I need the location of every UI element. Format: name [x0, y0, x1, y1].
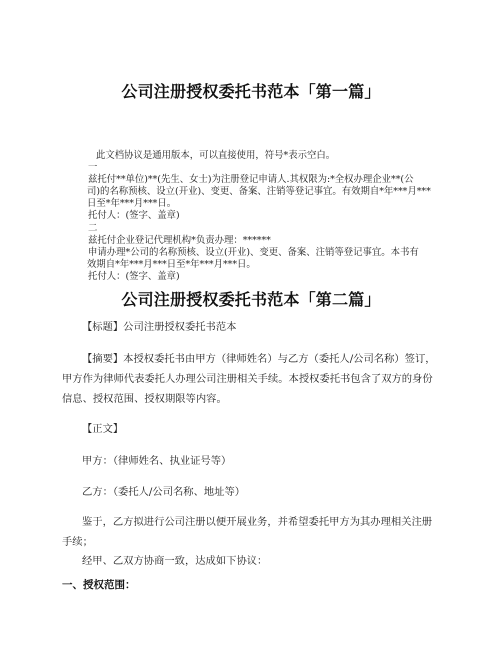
document-title-part-two: 公司注册授权委托书范本「第二篇」 [121, 290, 381, 309]
signer-two: 托付人：(签字、盖章) [88, 270, 180, 282]
party-b-text: 乙方：（委托人/公司名称、地址等） [82, 486, 246, 498]
authorization-text-one-line-3: 日至*年***月***日。 [87, 198, 177, 210]
authorization-text-two-line-2: 申请办理*公司的名称预核、设立(开业)、变更、备案、注销等登记事宜。本书有 [88, 246, 419, 258]
section-mark-two: 二 [88, 222, 98, 234]
party-a-text: 甲方：（律师姓名、执业证号等） [82, 455, 232, 467]
intro-text: 此文档协议是通用版本，可以直接使用，符号*表示空白。 [96, 150, 336, 161]
document-title-part-one: 公司注册授权委托书范本「第一篇」 [121, 82, 381, 101]
abstract-line-1: 【摘要】本授权委托书由甲方（律师姓名）与乙方（委托人/公司名称）签订， [82, 353, 436, 365]
section-mark-one: 一 [88, 162, 98, 174]
authorization-text-one-line-1: 兹托付**单位)**(先生、女士)为注册登记申请人.其权限为:*全权办理企业**(公 [88, 174, 414, 186]
title-label: 【标题】公司注册授权委托书范本 [82, 321, 237, 333]
abstract-line-3: 信息、授权范围、授权期限等内容。 [62, 393, 227, 405]
section-heading-scope: 一、授权范围： [62, 579, 136, 591]
part-one-content [88, 150, 433, 283]
body-label: 【正文】 [82, 423, 124, 435]
agreement-text: 经甲、乙双方协商一致，达成如下协议： [82, 555, 268, 567]
authorization-text-two-line-1: 兹托付企业登记代理机构*负责办理：****** [88, 234, 271, 246]
authorization-text-two-line-3: 效期自*年***月***日至*年***月***日。 [87, 258, 256, 270]
signer-one: 托付人：(签字、盖章) [88, 210, 180, 222]
whereas-line-2: 手续； [62, 536, 93, 548]
authorization-text-one-line-2: 司)的名称预核、设立(开业)、变更、备案、注销等登记事宜。有效期自*年***月*** [87, 186, 431, 198]
abstract-line-2: 甲方作为律师代表委托人办理公司注册相关手续。本授权委托书包含了双方的身份 [62, 373, 433, 385]
whereas-line-1: 鉴于，乙方拟进行公司注册以便开展业务，并希望委托甲方为其办理相关注册 [82, 516, 433, 528]
